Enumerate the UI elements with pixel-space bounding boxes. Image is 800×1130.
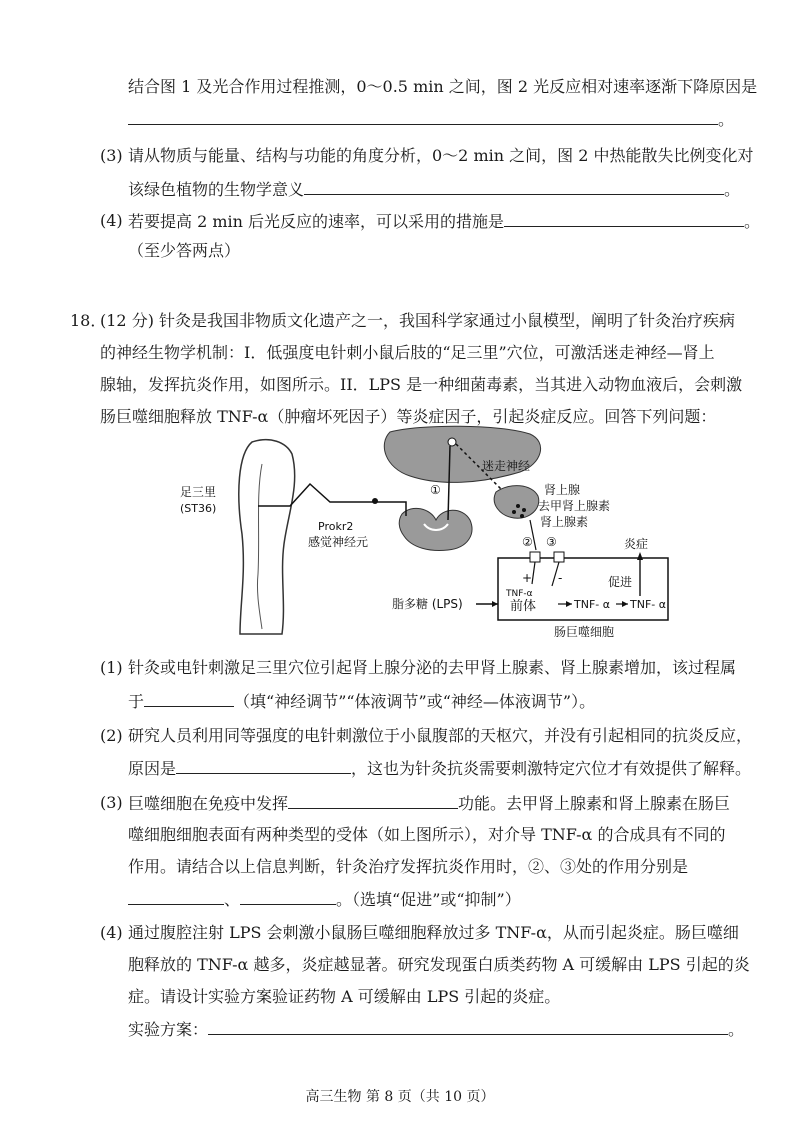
brainstem-shape	[384, 426, 540, 482]
q18-4-number: (4)	[100, 923, 123, 942]
q18-3-number: (3)	[100, 793, 123, 812]
answer-blank[interactable]	[144, 690, 234, 707]
q17-4-number: (4)	[100, 211, 123, 230]
plus-sign: +	[522, 571, 533, 585]
q18-intro: 肠巨噬细胞释放 TNF-α（肿瘤坏死因子）等炎症因子，引起炎症反应。回答下列问题：	[100, 407, 717, 426]
q18-4-text: 通过腹腔注射 LPS 会刺激小鼠肠巨噬细胞释放过多 TNF-α，从而引起炎症。肠巨噬细	[128, 923, 739, 942]
q18-1-number: (1)	[100, 658, 123, 677]
tnf-small-label: TNF-α	[506, 589, 533, 599]
q18-number: 18．	[70, 311, 107, 330]
q17-answer-line: 。	[128, 108, 734, 131]
lps-label: 脂多糖 (LPS)	[392, 597, 463, 611]
st36-label: (ST36)	[180, 502, 217, 515]
q17-3-answer: 该绿色植物的生物学意义 。	[128, 180, 741, 199]
answer-blank[interactable]	[288, 792, 458, 809]
neuron-soma-dot	[372, 498, 378, 504]
inflammation-label: 炎症	[624, 537, 649, 551]
circle-2-label: ②	[522, 535, 533, 549]
answer-blank[interactable]	[504, 210, 744, 227]
neuro-immune-diagram	[180, 424, 700, 650]
minus-sign: -	[558, 571, 563, 585]
answer-blank[interactable]	[240, 888, 336, 905]
q18-intro: (12 分) 针灸是我国非物质文化遗产之一，我国科学家通过小鼠模型，阐明了针灸治疗疾病	[100, 311, 736, 330]
q18-2-number: (2)	[100, 726, 123, 745]
q18-2-text: 研究人员利用同等强度的电针刺激位于小鼠腹部的天枢穴，并没有引起相同的抗炎反应，	[128, 726, 753, 745]
q18-intro: 腺轴，发挥抗炎作用，如图所示。II．LPS 是一种细菌毒素，当其进入动物血液后，会刺激	[100, 375, 743, 394]
precursor-label: 前体	[510, 599, 537, 614]
norepinephrine-label: 去甲肾上腺素	[538, 499, 611, 513]
q18-3-text: 作用。请结合以上信息判断，针灸治疗发挥抗炎作用时，②、③处的作用分别是	[128, 857, 689, 876]
answer-blank[interactable]	[128, 108, 718, 125]
page-footer: 高三生物 第 8 页（共 10 页）	[305, 1089, 495, 1105]
zusanli-label: 足三里	[180, 485, 217, 499]
q18-3-text: 噬细胞细胞表面有两种类型的受体（如上图所示），对介导 TNF-α 的合成具有不同的	[128, 825, 726, 844]
q18-3-text: 巨噬细胞在免疫中发挥 功能。去甲肾上腺素和肾上腺素在肠巨	[128, 794, 731, 813]
adrenal-label: 肾上腺	[544, 483, 581, 497]
q17-line: 结合图 1 及光合作用过程推测，0～0.5 min 之间，图 2 光反应相对速率逐渐下降原因是	[128, 77, 758, 96]
q18-intro: 的神经生物学机制：I．低强度电针刺小鼠后肢的“足三里”穴位，可激活迷走神经—肾上	[100, 343, 715, 362]
answer-blank[interactable]	[128, 888, 224, 905]
promote-label: 促进	[608, 575, 633, 589]
circle-3-label: ③	[546, 535, 557, 549]
q18-4-text: 症。请设计实验方案验证药物 A 可缓解由 LPS 引起的炎症。	[128, 987, 561, 1006]
macrophage-label: 肠巨噬细胞	[554, 625, 615, 639]
q18-1-text: 针灸或电针刺激足三里穴位引起肾上腺分泌的去甲肾上腺素、肾上腺素增加，该过程属	[128, 658, 737, 677]
q17-4-text: 若要提高 2 min 后光反应的速率，可以采用的措施是 。	[128, 212, 761, 231]
leg-outline-shape	[239, 440, 295, 634]
prokr2-label: Prokr2	[318, 520, 354, 533]
epinephrine-label: 肾上腺素	[540, 515, 589, 529]
receptor-2	[530, 552, 540, 562]
q18-3-answer: 、 。（选填“促进”或“抑制”）	[128, 888, 521, 911]
circle-1-label: ①	[430, 483, 441, 497]
q17-3-text: 请从物质与能量、结构与功能的角度分析，0～2 min 之间，图 2 中热能散失比例变化对	[128, 146, 754, 165]
answer-blank[interactable]	[176, 757, 351, 774]
q18-2-answer: 原因是 ，这也为针灸抗炎需要刺激特定穴位才有效提供了解释。	[128, 759, 752, 778]
q18-1-answer: 于 （填“神经调节”“体液调节”或“神经—体液调节”）。	[128, 692, 596, 711]
sensory-neuron-label: 感觉神经元	[308, 535, 369, 549]
q17-4-note: （至少答两点）	[128, 241, 241, 260]
bone-shape	[257, 464, 262, 629]
sensory-neuron-path	[258, 484, 406, 516]
answer-blank[interactable]	[208, 1018, 728, 1035]
receptor-3	[554, 552, 564, 562]
nucleus-dot	[448, 438, 456, 446]
answer-blank[interactable]	[304, 178, 724, 195]
q18-4-answer: 实验方案： 。	[128, 1020, 745, 1039]
tnf-mid-label: TNF- α	[574, 598, 610, 611]
adrenal-gland-shape	[494, 486, 539, 519]
vagus-label: 迷走神经	[482, 459, 531, 473]
q18-4-text: 胞释放的 TNF-α 越多，炎症越显著。研究发现蛋白质类药物 A 可缓解由 LPS 引起的炎	[128, 955, 750, 974]
tnf-right-label: TNF- α	[630, 598, 666, 611]
q17-3-number: (3)	[100, 146, 123, 165]
